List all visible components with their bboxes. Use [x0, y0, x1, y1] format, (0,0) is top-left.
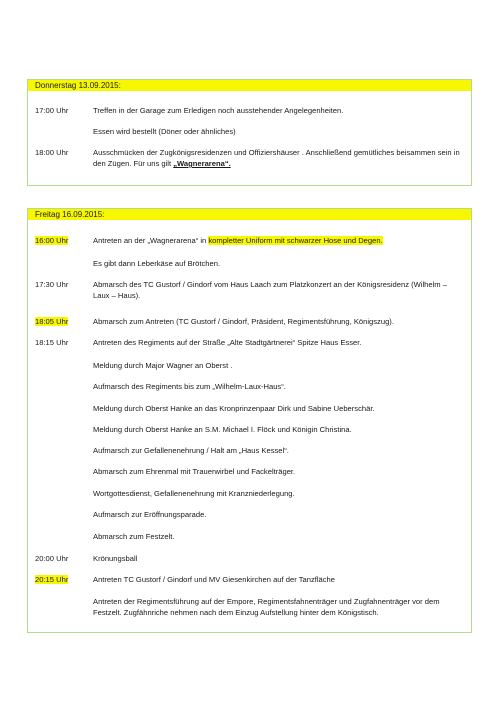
- entry-time-highlighted: 20:15 Uhr: [35, 575, 69, 584]
- entry-time: 20:00 Uhr: [35, 554, 69, 563]
- entry-text: Meldung durch Oberst Hanke an S.M. Michael I. Flöck und Königin Christina.: [93, 425, 352, 434]
- entry-time: 17:00 Uhr: [35, 106, 69, 115]
- schedule-box-friday: [27, 208, 472, 633]
- entry-text: Meldung durch Major Wagner an Oberst .: [93, 361, 233, 370]
- entry-text: Es gibt dann Leberkäse auf Brötchen.: [93, 259, 221, 268]
- entry-text: Aufmarsch zur Eröffnungsparade.: [93, 510, 207, 519]
- entry-text: Abmarsch zum Ehrenmal mit Trauerwirbel und Fackelträger.: [93, 467, 296, 476]
- entry-time: 18:00 Uhr: [35, 148, 69, 157]
- entry-text: Abmarsch zum Antreten (TC Gustorf / Gindorf, Präsident, Regimentsführung, Königszug).: [93, 317, 394, 326]
- entry-text: Meldung durch Oberst Hanke an das Kronprinzenpaar Dirk und Sabine Ueberschär.: [93, 404, 375, 413]
- entry-text: [93, 235, 465, 246]
- entry-time: 17:30 Uhr: [35, 280, 69, 289]
- entry-text-part: Antreten an der „Wagnerarena“ in: [93, 236, 209, 245]
- entry-text: Antreten des Regiments auf der Straße „Alte Stadtgärtnerei“ Spitze Haus Esser.: [93, 338, 362, 347]
- entry-text: Abmarsch des TC Gustorf / Gindorf vom Haus Laach zum Platzkonzert an der Königsresidenz (Wilhelm – Laux – Haus).: [93, 280, 447, 300]
- entry-text: Antreten TC Gustorf / Gindorf und MV Giesenkirchen auf der Tanzfläche: [93, 575, 335, 584]
- entry-time-highlighted: 18:05 Uhr: [35, 317, 69, 326]
- day-header-friday: Freitag 16.09.2015:: [28, 209, 471, 220]
- entry-time: 18:15 Uhr: [35, 338, 69, 347]
- schedule-box-thursday: [27, 79, 472, 186]
- entry-time-highlighted: 16:00 Uhr: [35, 236, 69, 245]
- entry-text: Aufmarsch des Regiments bis zum „Wilhelm-Laux-Haus“.: [93, 382, 286, 391]
- entry-text: Antreten der Regimentsführung auf der Empore, Regimentsfahnenträger und Zugfahnenträger vor dem Festzelt. Zugfähnriche nehmen nach dem Einzug Aufstellung hinter dem Königstisch.: [93, 597, 440, 617]
- entry-text: [93, 147, 465, 169]
- entry-text-part: Ausschmücken der Zugkönigsresidenzen und Offiziershäuser . Anschließend gemütliches beisammen sein in den Zügen. Für uns gilt: [93, 148, 460, 168]
- entry-text: Aufmarsch zur Gefallenenehrung / Halt am „Haus Kessel“.: [93, 446, 289, 455]
- entry-text: Krönungsball: [93, 554, 138, 563]
- entry-text: Abmarsch zum Festzelt.: [93, 532, 175, 541]
- wagnerarena-emphasis: „Wagnerarena“.: [173, 159, 231, 168]
- entry-text: Wortgottesdienst, Gefallenenehrung mit Kranzniederlegung.: [93, 489, 295, 498]
- day-header-thursday: Donnerstag 13.09.2015:: [28, 80, 471, 91]
- entry-text: Essen wird bestellt (Döner oder ähnliches): [93, 127, 236, 136]
- uniform-highlight: kompletter Uniform mit schwarzer Hose und Degen.: [208, 236, 383, 245]
- entry-text: Treffen in der Garage zum Erledigen noch ausstehender Angelegenheiten.: [93, 106, 344, 115]
